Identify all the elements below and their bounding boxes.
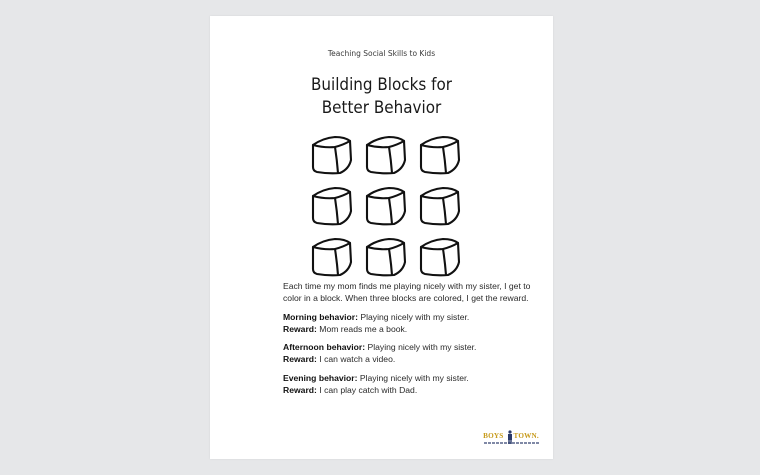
section-morning (283, 311, 533, 335)
logo-right-word: TOWN. (513, 432, 539, 440)
behavior-text: Playing nicely with my sister. (367, 342, 477, 352)
colorable-block[interactable] (417, 236, 463, 278)
colorable-block[interactable] (363, 185, 409, 227)
section-afternoon (283, 341, 533, 365)
cube-outline-icon (309, 236, 355, 278)
cube-outline-icon (363, 134, 409, 176)
logo-tagline-mark (484, 442, 540, 444)
colorable-block[interactable] (363, 134, 409, 176)
cube-outline-icon (417, 185, 463, 227)
colorable-block[interactable] (309, 134, 355, 176)
colorable-block[interactable] (309, 185, 355, 227)
behavior-label: Morning behavior: (283, 311, 358, 322)
worksheet-body (283, 280, 533, 402)
kicker-text: Teaching Social Skills to Kids (327, 49, 436, 58)
colorable-block[interactable] (363, 236, 409, 278)
behavior-text: Playing nicely with my sister. (359, 372, 469, 383)
behavior-label: Evening behavior: (283, 372, 358, 383)
reward-text: I can watch a video. (319, 354, 396, 364)
reward-text: Mom reads me a book. (319, 323, 408, 334)
worksheet-title (224, 73, 540, 119)
worksheet-page (210, 16, 553, 459)
cube-outline-icon (309, 134, 355, 176)
behavior-text: Playing nicely with my sister. (360, 311, 470, 322)
title-line-1: Building Blocks for (310, 75, 453, 94)
title-line-2: Better Behavior (321, 98, 442, 117)
block-grid (308, 133, 468, 273)
cube-outline-icon (309, 185, 355, 227)
intro-paragraph: Each time my mom finds me playing nicely with my sister, I get to color in a block. When three blocks are colored, I get the reward. (283, 281, 531, 303)
colorable-block[interactable] (309, 236, 355, 278)
logo-left-word: BOYS (483, 432, 504, 440)
reward-text: I can play catch with Dad. (319, 384, 418, 395)
reward-label: Reward: (283, 354, 317, 364)
cube-outline-icon (417, 134, 463, 176)
boys-town-logo (478, 429, 544, 449)
cube-outline-icon (363, 236, 409, 278)
cube-outline-icon (363, 185, 409, 227)
colorable-block[interactable] (417, 134, 463, 176)
colorable-block[interactable] (417, 185, 463, 227)
section-evening (283, 372, 533, 396)
cube-outline-icon (417, 236, 463, 278)
reward-label: Reward: (283, 323, 317, 334)
reward-label: Reward: (283, 384, 317, 395)
behavior-label: Afternoon behavior: (283, 342, 366, 352)
